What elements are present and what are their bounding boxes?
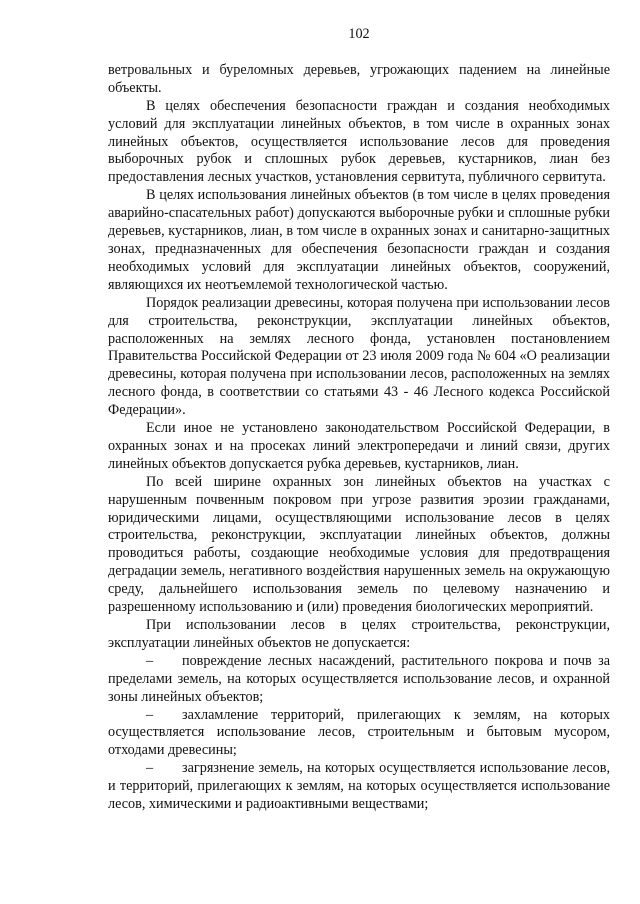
list-item <box>108 653 610 707</box>
dash-marker: – <box>146 760 154 777</box>
dash-marker: – <box>146 706 154 723</box>
list-item-text: повреждение лесных насаждений, растительного покрова и почв за пределами земель, на которых осуществляется использование лесов, и охранной зоны линейных объектов; <box>108 652 610 705</box>
page-number: 102 <box>348 26 370 42</box>
paragraph: В целях использования линейных объектов (в том числе в целях проведения аварийно-спасательных работ) допускаются выборочные рубки и сплошные рубки деревьев, кустарников, лиан, в том числе в охранных зонах и санитарно-защитных зонах, предназначенных для обеспечения безопасности граждан и создания необходимых условий для эксплуатации линейных объектов, сооружений, являющихся их неотъемлемой технологической частью. <box>108 187 610 293</box>
paragraph: Порядок реализации древесины, которая получена при использовании лесов для строительства, реконструкции, эксплуатации линейных объектов, расположенных на землях лесного фонда, установлен постановлением Правительства Российской Федерации от 23 июля 2009 года № 604 «О реализации древесины, которая получена при использовании лесов, расположенных на землях лесного фонда, в соответствии со статьями 43 - 46 Лесного кодекса Российской Федерации». <box>108 294 610 419</box>
list-item-text: захламление территорий, прилегающих к землям, на которых осуществляется использование лесов, строительным и бытовым мусором, отходами древесины; <box>108 706 610 759</box>
paragraph-continued: ветровальных и буреломных деревьев, угрожающих падением на линейные объекты. <box>108 61 610 96</box>
dash-marker: – <box>146 652 154 669</box>
paragraph: Если иное не установлено законодательством Российской Федерации, в охранных зонах и на просеках линий электропередачи и линий связи, других линейных объектов допускается рубка деревьев, кустарников, лиан. <box>108 420 610 472</box>
list-item <box>108 760 610 814</box>
list-item-text: загрязнение земель, на которых осуществляется использование лесов, и территорий, прилегающих к землям, на которых осуществляется использование лесов, химическими и радиоактивными веществами; <box>108 760 610 813</box>
list-item <box>108 707 610 761</box>
document-page <box>108 26 610 814</box>
paragraph: В целях обеспечения безопасности граждан и создания необходимых условий для эксплуатации линейных объектов, в том числе в охранных зонах линейных объектов, осуществляется использование лесов для проведения выборочных рубок и сплошных рубок деревьев, кустарников, лиан без предоставления лесных участков, установления сервитута, публичного сервитута. <box>108 97 610 186</box>
paragraph: При использовании лесов в целях строительства, реконструкции, эксплуатации линейных объектов не допускается: <box>108 617 610 651</box>
paragraph: По всей ширине охранных зон линейных объектов на участках с нарушенным почвенным покровом при угрозе развития эрозии гражданами, юридическими лицами, осуществляющими использование лесов в целях строительства, реконструкции, эксплуатации линейных объектов, должны проводиться работы, создающие необходимые условия для предотвращения деградации земель, негативного воздействия нарушенных земель на окружающую среду, дальнейшего использования земель по целевому назначению и разрешенному использованию и (или) проведения биологических мероприятий. <box>108 473 610 616</box>
